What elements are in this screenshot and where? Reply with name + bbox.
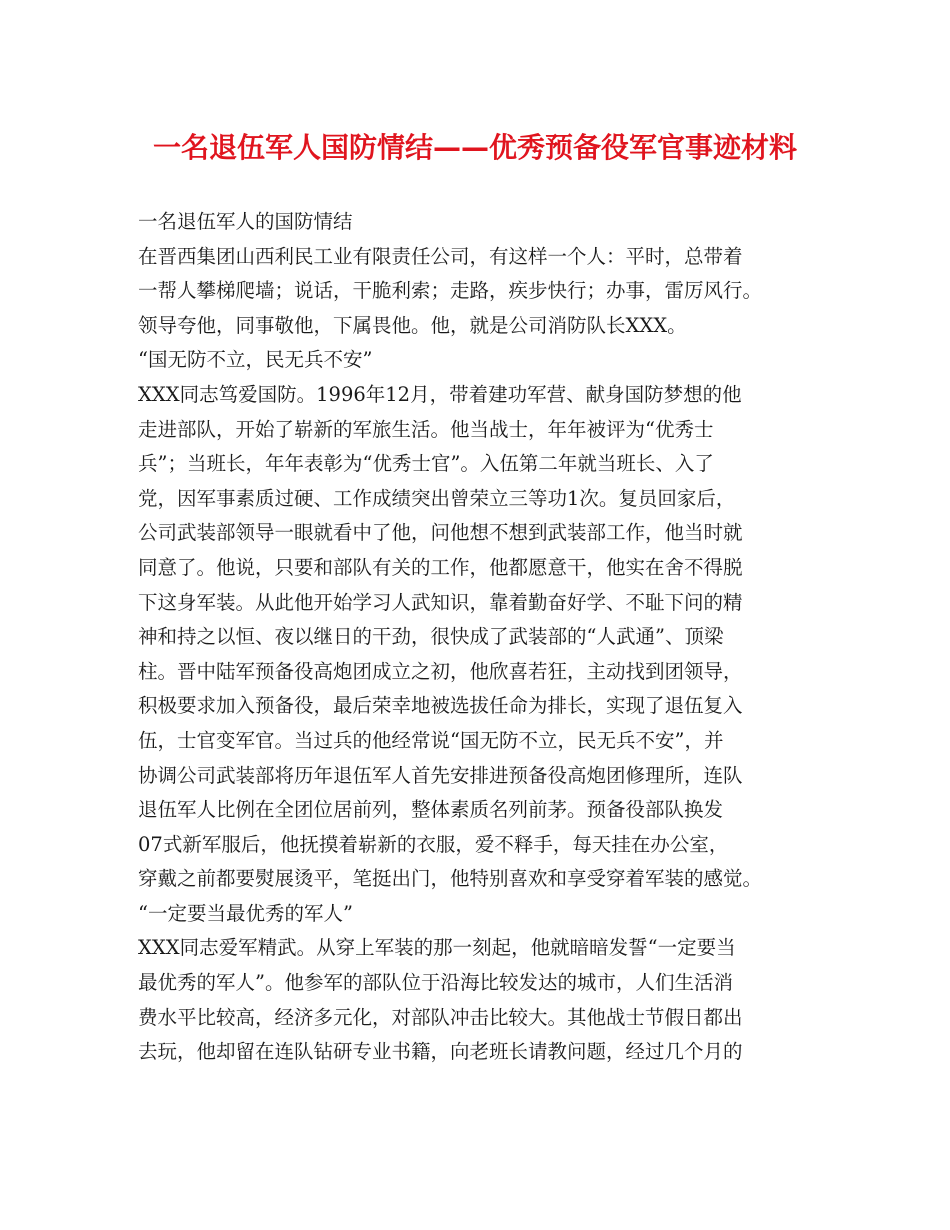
text-line: 去玩，他却留在连队钻研专业书籍，向老班长请教问题，经过几个月的 [138, 1040, 743, 1064]
text-line: 最优秀的军人”。他参军的部队位于沿海比较发达的城市，人们生活消 [138, 971, 733, 995]
text-line: 柱。晋中陆军预备役高炮团成立之初，他欣喜若狂，主动找到团领导， [138, 659, 743, 683]
text-line: 公司武装部领导一眼就看中了他，问他想不想到武装部工作，他当时就 [138, 521, 743, 545]
text-line: 积极要求加入预备役，最后荣幸地被选拔任命为排长，实现了退伍复入 [138, 694, 743, 718]
text-line: 党，因军事素质过硬、工作成绩突出曾荣立三等功1次。复员回家后， [138, 486, 736, 510]
text-line: 伍，士官变军官。当过兵的他经常说“国无防不立，民无兵不安”，并 [138, 728, 724, 752]
text-line: 兵”；当班长，年年表彰为“优秀士官”。入伍第二年就当班长、入了 [138, 452, 714, 476]
text-line: 神和持之以恒、夜以继日的干劲，很快成了武装部的“人武通”、顶梁 [138, 625, 724, 649]
text-line: 下这身军装。从此他开始学习人武知识，靠着勤奋好学、不耻下问的精 [138, 590, 743, 614]
document-body [138, 205, 828, 1070]
text-line: 走进部队，开始了崭新的军旅生活。他当战士，年年被评为“优秀士 [138, 417, 714, 441]
text-line: 穿戴之前都要熨展烫平，笔挺出门，他特别喜欢和享受穿着军装的感觉。 [138, 867, 763, 891]
text-line: 同意了。他说，只要和部队有关的工作，他都愿意干，他实在舍不得脱 [138, 555, 743, 579]
text-line: 退伍军人比例在全团位居前列，整体素质名列前茅。预备役部队换发 [138, 798, 724, 822]
section-heading: “国无防不立，民无兵不安” [138, 348, 373, 372]
subtitle-line: 一名退伍军人的国防情结 [138, 210, 353, 233]
text-line: XXX同志笃爱国防。1996年12月，带着建功军营、献身国防梦想的他 [138, 382, 742, 406]
document-title: 一名退伍军人国防情结——优秀预备役军官事迹材料 [152, 131, 797, 164]
text-line: 07式新军服后，他抚摸着崭新的衣服，爱不释手，每天挂在办公室， [138, 832, 729, 856]
text-line: 领导夸他，同事敬他，下属畏他。他，就是公司消防队长XXX。 [138, 313, 687, 337]
section-heading: “一定要当最优秀的军人” [138, 901, 353, 925]
text-line: 费水平比较高，经济多元化，对部队冲击比较大。其他战士节假日都出 [138, 1005, 743, 1029]
text-line: 一帮人攀梯爬墙；说话，干脆利索；走路，疾步快行；办事，雷厉风行。 [138, 279, 763, 303]
text-line: 在晋西集团山西利民工业有限责任公司，有这样一个人：平时，总带着 [138, 244, 743, 268]
text-line: XXX同志爱军精武。从穿上军装的那一刻起，他就暗暗发誓“一定要当 [138, 936, 736, 960]
text-line: 协调公司武装部将历年退伍军人首先安排进预备役高炮团修理所，连队 [138, 763, 743, 787]
